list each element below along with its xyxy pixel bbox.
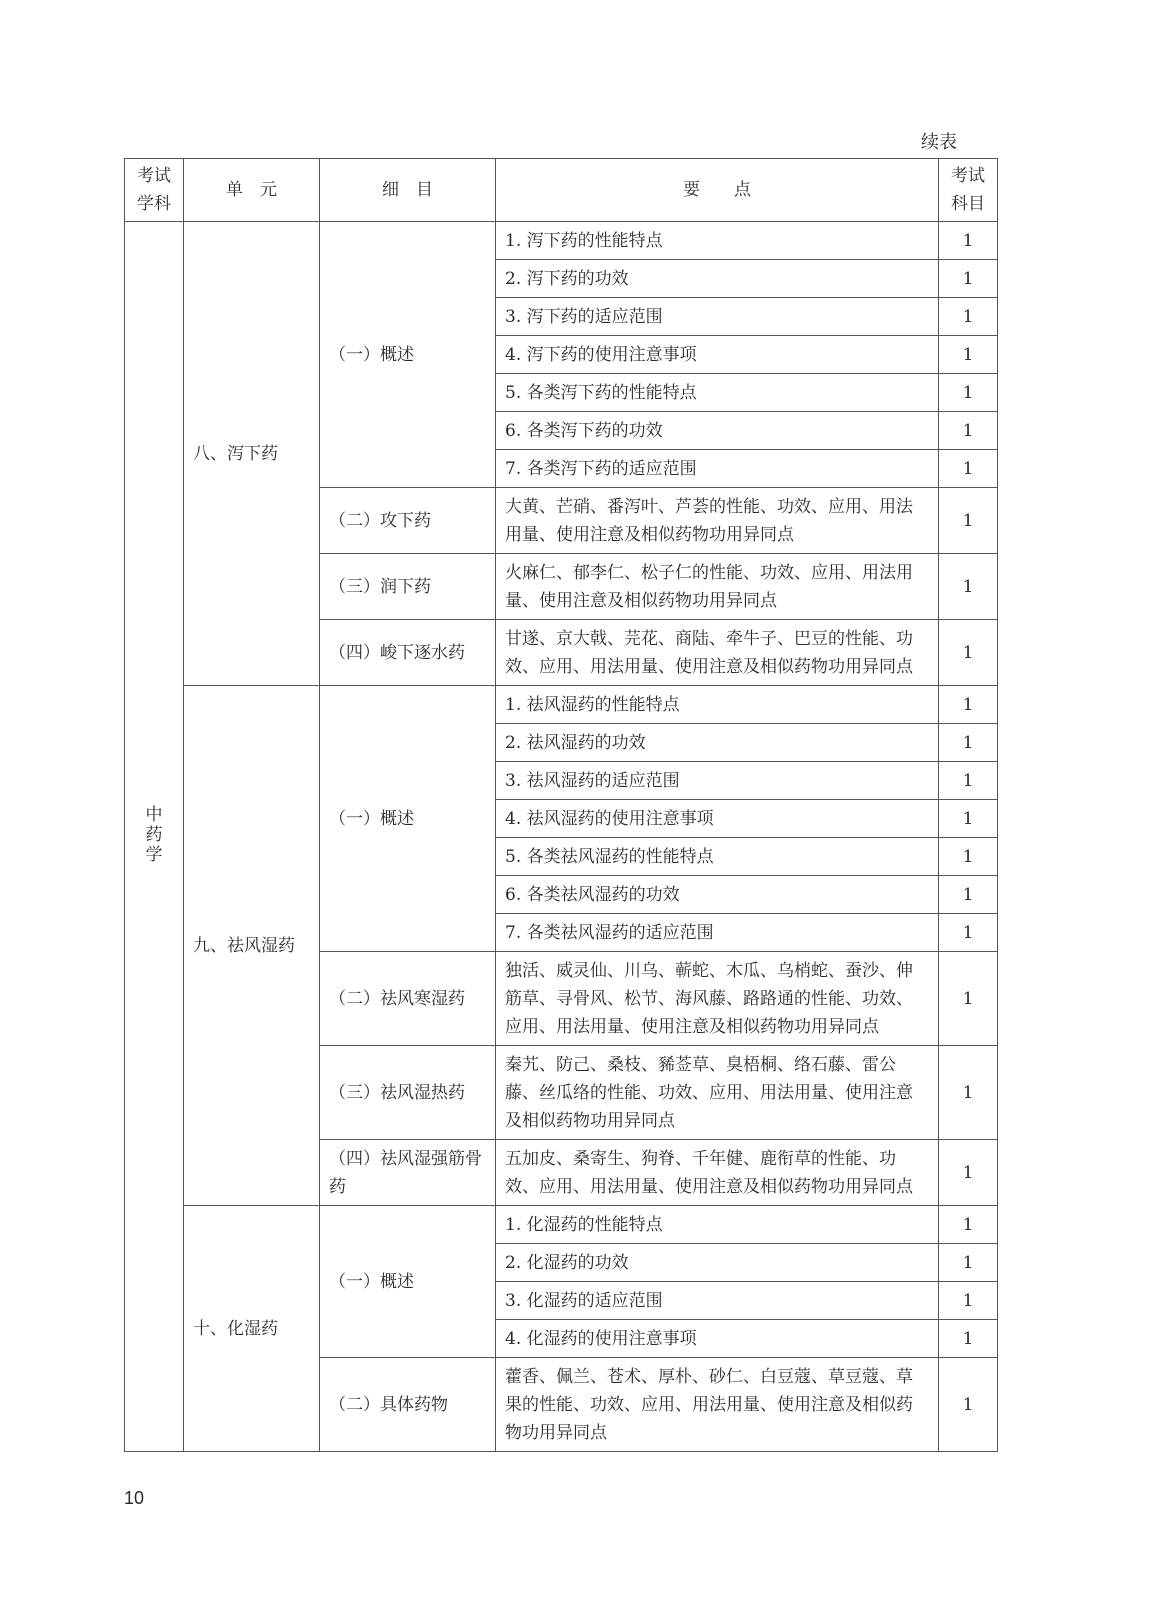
point-cell: 3. 泻下药的适应范围 <box>496 298 939 336</box>
item-cell: （四）峻下逐水药 <box>320 620 496 686</box>
point-cell: 7. 各类祛风湿药的适应范围 <box>496 914 939 952</box>
subject-label: 中药学 <box>145 804 163 865</box>
item-cell: （二）攻下药 <box>320 488 496 554</box>
point-cell: 2. 祛风湿药的功效 <box>496 724 939 762</box>
exam-cell: 1 <box>939 914 998 952</box>
unit-cell: 九、祛风湿药 <box>184 686 320 1206</box>
header-unit: 单 元 <box>184 159 320 222</box>
exam-cell: 1 <box>939 1320 998 1358</box>
item-cell: （三）祛风湿热药 <box>320 1046 496 1140</box>
item-cell: （二）祛风寒湿药 <box>320 952 496 1046</box>
item-cell: （一）概述 <box>320 686 496 952</box>
point-cell: 1. 化湿药的性能特点 <box>496 1206 939 1244</box>
exam-cell: 1 <box>939 762 998 800</box>
unit-cell: 八、泻下药 <box>184 222 320 686</box>
item-cell: （一）概述 <box>320 222 496 488</box>
table-header-row <box>125 159 998 222</box>
table-row <box>125 1206 998 1244</box>
point-cell: 1. 祛风湿药的性能特点 <box>496 686 939 724</box>
exam-cell: 1 <box>939 374 998 412</box>
point-cell: 6. 各类泻下药的功效 <box>496 412 939 450</box>
point-cell: 1. 泻下药的性能特点 <box>496 222 939 260</box>
exam-cell: 1 <box>939 336 998 374</box>
point-cell: 4. 泻下药的使用注意事项 <box>496 336 939 374</box>
exam-cell: 1 <box>939 800 998 838</box>
point-cell: 2. 泻下药的功效 <box>496 260 939 298</box>
exam-cell: 1 <box>939 876 998 914</box>
exam-cell: 1 <box>939 1046 998 1140</box>
header-points: 要 点 <box>496 159 939 222</box>
item-cell: （四）祛风湿强筋骨药 <box>320 1140 496 1206</box>
point-cell: 4. 祛风湿药的使用注意事项 <box>496 800 939 838</box>
item-cell: （三）润下药 <box>320 554 496 620</box>
exam-cell: 1 <box>939 838 998 876</box>
exam-cell: 1 <box>939 450 998 488</box>
item-cell: （二）具体药物 <box>320 1358 496 1452</box>
exam-cell: 1 <box>939 1244 998 1282</box>
exam-cell: 1 <box>939 1358 998 1452</box>
exam-cell: 1 <box>939 488 998 554</box>
unit-cell: 十、化湿药 <box>184 1206 320 1452</box>
point-cell: 独活、威灵仙、川乌、蕲蛇、木瓜、乌梢蛇、蚕沙、伸筋草、寻骨风、松节、海风藤、路路通的性能、功效、应用、用法用量、使用注意及相似药物功用异同点 <box>496 952 939 1046</box>
point-cell: 大黄、芒硝、番泻叶、芦荟的性能、功效、应用、用法用量、使用注意及相似药物功用异同点 <box>496 488 939 554</box>
point-cell: 6. 各类祛风湿药的功效 <box>496 876 939 914</box>
table-row <box>125 222 998 260</box>
exam-cell: 1 <box>939 724 998 762</box>
exam-cell: 1 <box>939 412 998 450</box>
point-cell: 5. 各类泻下药的性能特点 <box>496 374 939 412</box>
point-cell: 藿香、佩兰、苍术、厚朴、砂仁、白豆蔻、草豆蔻、草果的性能、功效、应用、用法用量、使用注意及相似药物功用异同点 <box>496 1358 939 1452</box>
point-cell: 3. 祛风湿药的适应范围 <box>496 762 939 800</box>
header-item: 细 目 <box>320 159 496 222</box>
syllabus-table <box>124 158 998 1452</box>
point-cell: 5. 各类祛风湿药的性能特点 <box>496 838 939 876</box>
point-cell: 甘遂、京大戟、芫花、商陆、牵牛子、巴豆的性能、功效、应用、用法用量、使用注意及相似药物功用异同点 <box>496 620 939 686</box>
point-cell: 秦艽、防己、桑枝、豨莶草、臭梧桐、络石藤、雷公藤、丝瓜络的性能、功效、应用、用法用量、使用注意及相似药物功用异同点 <box>496 1046 939 1140</box>
exam-cell: 1 <box>939 620 998 686</box>
exam-cell: 1 <box>939 554 998 620</box>
exam-cell: 1 <box>939 686 998 724</box>
point-cell: 4. 化湿药的使用注意事项 <box>496 1320 939 1358</box>
item-cell: （一）概述 <box>320 1206 496 1358</box>
exam-cell: 1 <box>939 1140 998 1206</box>
exam-cell: 1 <box>939 298 998 336</box>
point-cell: 2. 化湿药的功效 <box>496 1244 939 1282</box>
continued-label: 续表 <box>921 132 957 153</box>
exam-cell: 1 <box>939 952 998 1046</box>
exam-cell: 1 <box>939 1206 998 1244</box>
subject-cell <box>125 222 184 1452</box>
header-subject: 考试学科 <box>125 159 184 222</box>
table-row <box>125 686 998 724</box>
point-cell: 五加皮、桑寄生、狗脊、千年健、鹿衔草的性能、功效、应用、用法用量、使用注意及相似药物功用异同点 <box>496 1140 939 1206</box>
exam-cell: 1 <box>939 260 998 298</box>
point-cell: 火麻仁、郁李仁、松子仁的性能、功效、应用、用法用量、使用注意及相似药物功用异同点 <box>496 554 939 620</box>
point-cell: 3. 化湿药的适应范围 <box>496 1282 939 1320</box>
exam-cell: 1 <box>939 222 998 260</box>
point-cell: 7. 各类泻下药的适应范围 <box>496 450 939 488</box>
header-exam: 考试科目 <box>939 159 998 222</box>
page-number: 10 <box>124 1488 145 1508</box>
exam-cell: 1 <box>939 1282 998 1320</box>
